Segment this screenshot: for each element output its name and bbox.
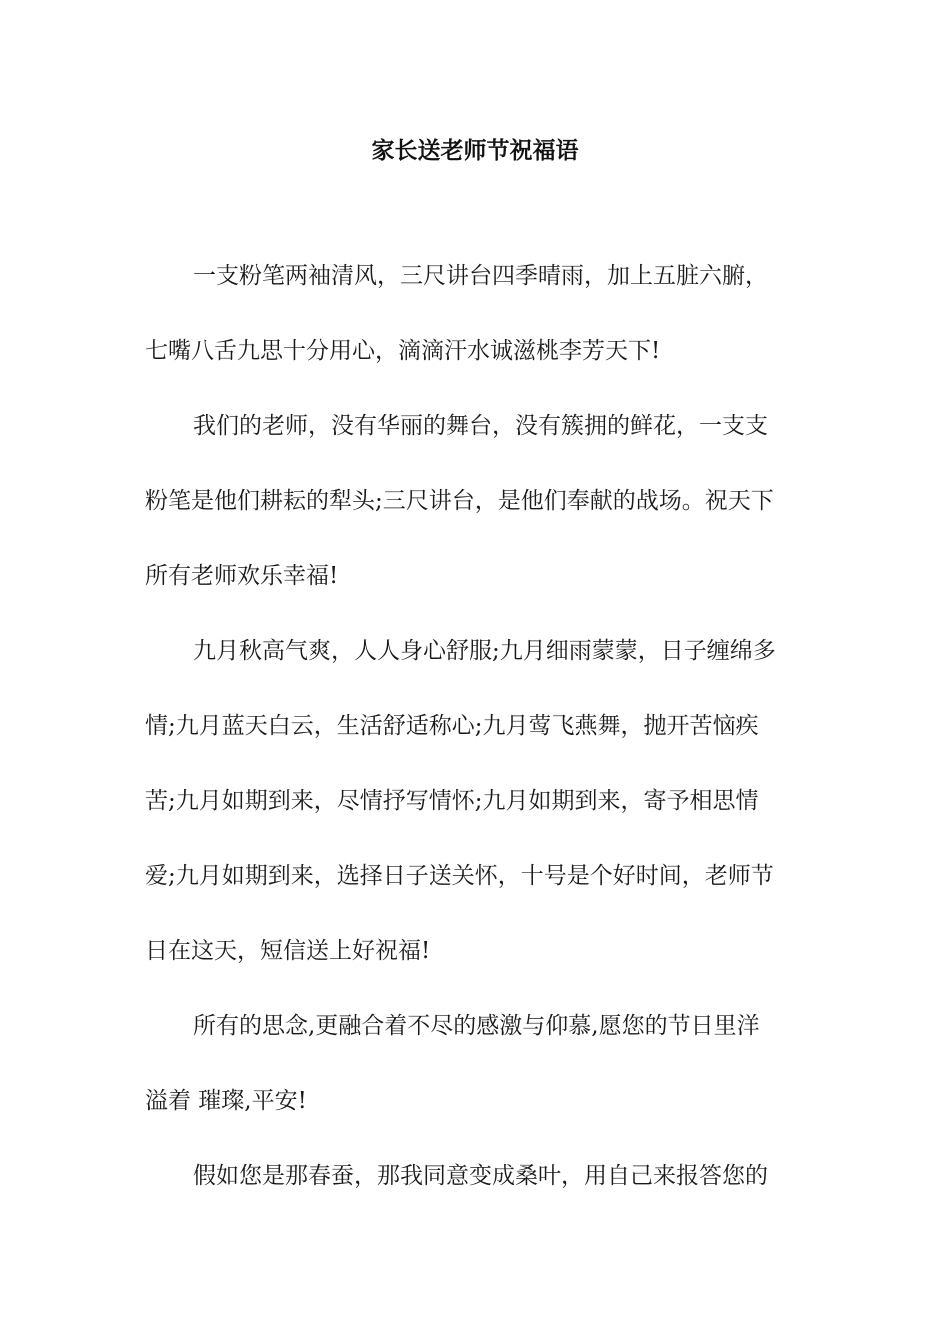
text-line: 一支粉笔两袖清风，三尺讲台四季晴雨，加上五脏六腑， [193, 263, 768, 289]
text-line: 情;九月蓝天白云，生活舒适称心;九月莺飞燕舞，抛开苦恼疾 [145, 713, 759, 739]
text-line: 所有的思念,更融合着不尽的感激与仰慕,愿您的节日里洋 [193, 1013, 760, 1039]
text-line: 爱;九月如期到来，选择日子送关怀，十号是个好时间，老师节 [145, 863, 774, 889]
text-line: 七嘴八舌九思十分用心，滴滴汗水诚滋桃李芳天下! [145, 338, 661, 364]
document-body [145, 258, 805, 1233]
text-line: 粉笔是他们耕耘的犁头;三尺讲台，是他们奉献的战场。祝天下 [145, 488, 774, 514]
text-line: 九月秋高气爽，人人身心舒服;九月细雨蒙蒙，日子缠绵多 [193, 638, 776, 664]
text-line: 溢着 璀璨,平安! [145, 1088, 307, 1114]
text-line: 假如您是那春蚕，那我同意变成桑叶，用自己来报答您的 [193, 1163, 768, 1189]
text-line: 所有老师欢乐幸福! [145, 563, 339, 589]
document-title: 家长送老师节祝福语 [371, 137, 579, 164]
text-line: 苦;九月如期到来，尽情抒写情怀;九月如期到来，寄予相思情 [145, 788, 759, 814]
text-line: 我们的老师，没有华丽的舞台，没有簇拥的鲜花，一支支 [193, 413, 768, 439]
text-line: 日在这天，短信送上好祝福! [145, 938, 431, 964]
